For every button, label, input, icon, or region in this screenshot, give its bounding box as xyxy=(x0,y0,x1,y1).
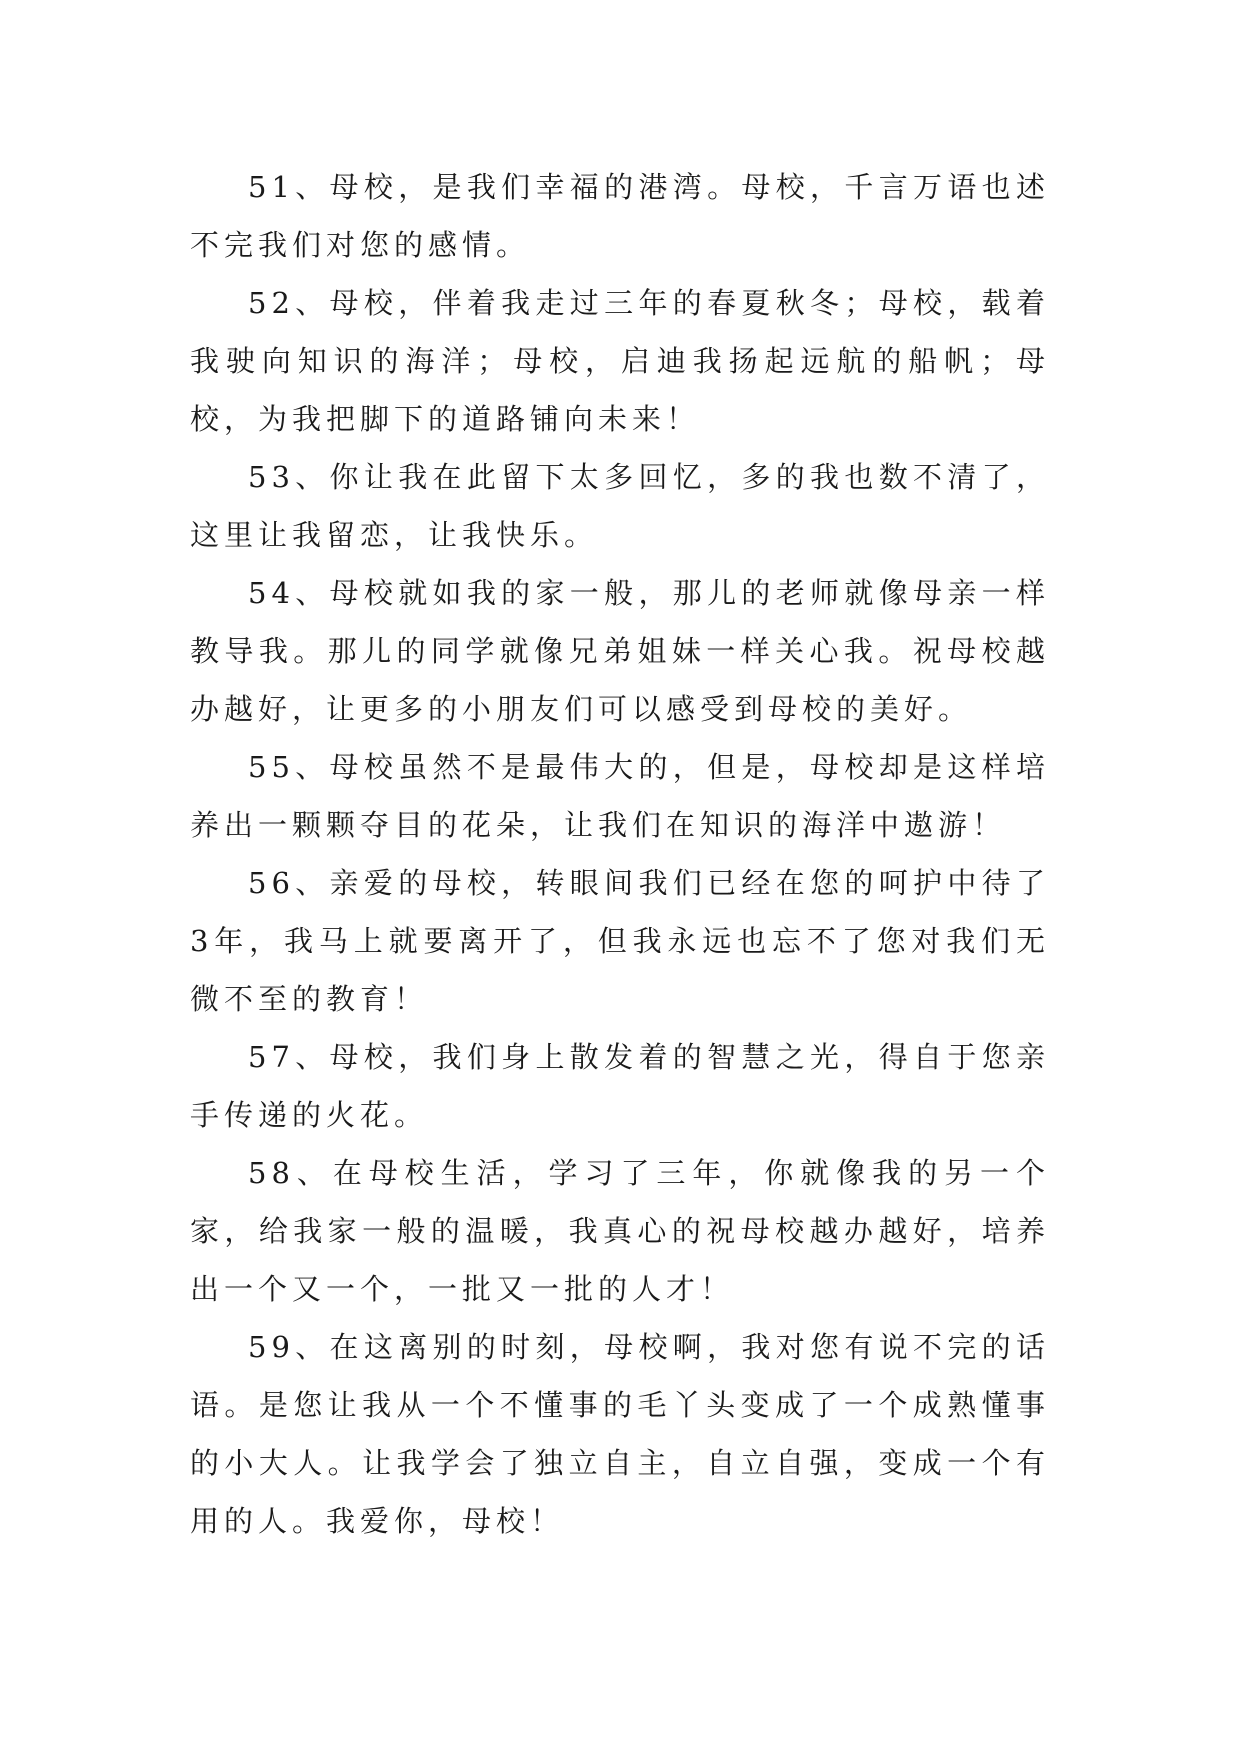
paragraph-59: 59、在这离别的时刻，母校啊，我对您有说不完的话语。是您让我从一个不懂事的毛丫头变成了一个成熟懂事的小大人。让我学会了独立自主，自立自强，变成一个有用的人。我爱你，母校！ xyxy=(190,1330,1050,1538)
paragraph-57: 57、母校，我们身上散发着的智慧之光，得自于您亲手传递的火花。 xyxy=(190,1040,1050,1132)
paragraph-55: 55、母校虽然不是最伟大的，但是，母校却是这样培养出一颗颗夺目的花朵，让我们在知识的海洋中遨游！ xyxy=(190,750,1050,842)
paragraph-58: 58、在母校生活，学习了三年，你就像我的另一个家，给我家一般的温暖，我真心的祝母校越办越好，培养出一个又一个，一批又一批的人才！ xyxy=(190,1156,1050,1306)
paragraph-56: 56、亲爱的母校，转眼间我们已经在您的呵护中待了3年，我马上就要离开了，但我永远也忘不了您对我们无微不至的教育！ xyxy=(190,866,1050,1016)
paragraph-54: 54、母校就如我的家一般，那儿的老师就像母亲一样教导我。那儿的同学就像兄弟姐妹一样关心我。祝母校越办越好，让更多的小朋友们可以感受到母校的美好。 xyxy=(190,576,1050,726)
paragraph-51: 51、母校，是我们幸福的港湾。母校，千言万语也述不完我们对您的感情。 xyxy=(190,170,1050,262)
document-body xyxy=(190,158,1050,1550)
paragraph-53: 53、你让我在此留下太多回忆，多的我也数不清了，这里让我留恋，让我快乐。 xyxy=(190,460,1050,552)
paragraph-52: 52、母校，伴着我走过三年的春夏秋冬；母校，载着我驶向知识的海洋；母校，启迪我扬起远航的船帆；母校，为我把脚下的道路铺向未来！ xyxy=(190,286,1050,436)
